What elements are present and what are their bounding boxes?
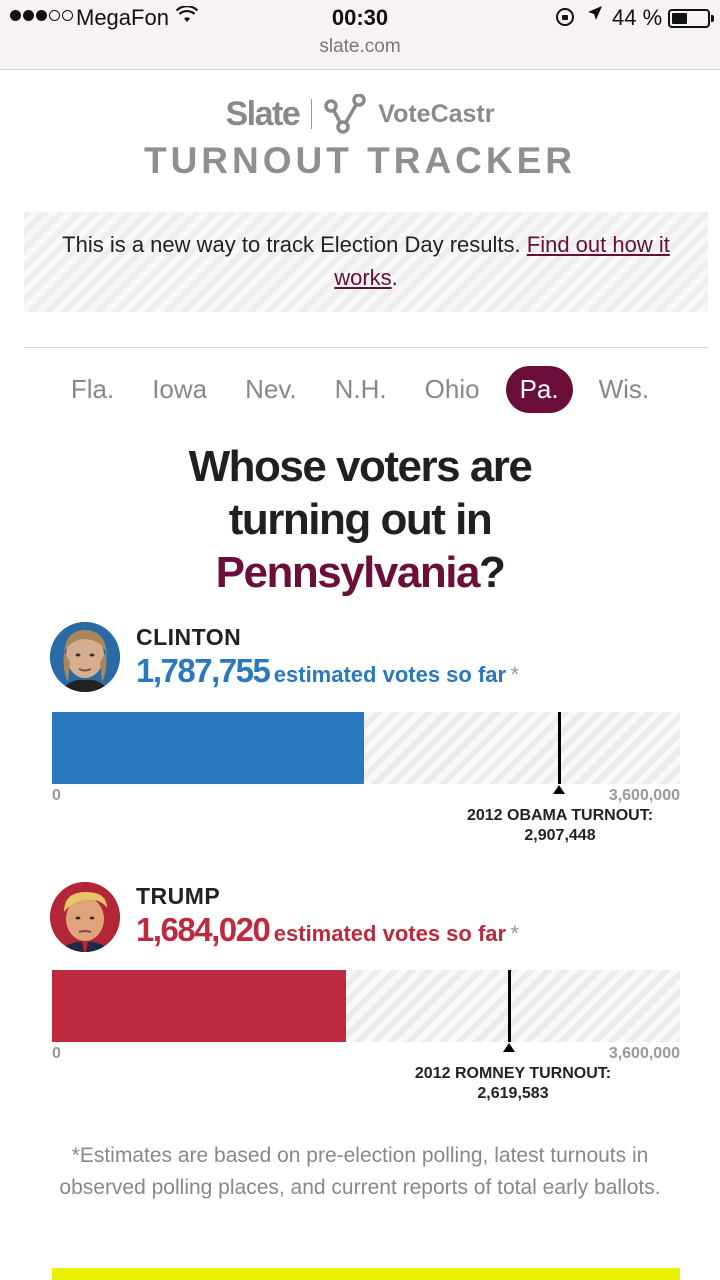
address-bar[interactable]: slate.com — [319, 36, 401, 57]
battery-icon — [668, 9, 710, 28]
headline-line-2: turning out in — [228, 495, 492, 544]
tab-pennsylvania[interactable]: Pa. — [506, 366, 573, 413]
info-period: . — [391, 265, 398, 290]
clinton-bar-track — [52, 712, 680, 784]
clinton-axis-max: 3,600,000 — [608, 787, 680, 804]
romney-2012-marker — [508, 970, 511, 1042]
tab-new-hampshire[interactable]: N.H. — [334, 374, 387, 404]
romney-2012-marker-arrow — [503, 1043, 515, 1052]
trump-name: TRUMP — [136, 883, 221, 909]
clinton-votes-label: estimated votes so far — [273, 662, 507, 687]
headline — [0, 440, 720, 599]
trump-bar-fill — [52, 970, 346, 1042]
tab-iowa[interactable]: Iowa — [152, 374, 208, 404]
obama-turnout-caption: 2012 OBAMA TURNOUT: — [466, 807, 654, 824]
brand-logo — [0, 92, 720, 136]
how-it-works-link[interactable]: Find out how it works — [334, 232, 670, 290]
trump-votes-label: estimated votes so far — [273, 921, 507, 946]
section-divider — [24, 347, 708, 348]
obama-2012-marker — [558, 712, 561, 784]
clinton-axis-min: 0 — [52, 787, 61, 804]
battery-percentage: 44 % — [612, 5, 663, 30]
clinton-avatar — [50, 622, 120, 692]
tab-ohio[interactable]: Ohio — [424, 374, 480, 404]
status-bar — [0, 0, 720, 36]
tab-wisconsin[interactable]: Wis. — [598, 374, 650, 404]
obama-turnout-value: 2,907,448 — [524, 827, 596, 844]
headline-line-1: Whose voters are — [188, 442, 532, 491]
trump-axis-min: 0 — [52, 1045, 61, 1062]
brand-divider — [311, 99, 312, 129]
clinton-votes-line — [136, 652, 519, 690]
romney-2012-turnout-label — [388, 1064, 638, 1104]
state-tabs — [0, 366, 720, 413]
votecastr-logo-icon — [324, 94, 366, 134]
info-text: This is a new way to track Election Day results. — [62, 232, 521, 257]
tab-florida[interactable]: Fla. — [70, 374, 115, 404]
romney-turnout-caption: 2012 ROMNEY TURNOUT: — [414, 1065, 612, 1082]
headline-state: Pennsylvania — [215, 548, 479, 597]
votecastr-wordmark: VoteCastr — [378, 99, 495, 128]
location-arrow-icon — [586, 4, 604, 28]
clinton-footnote-mark: * — [510, 662, 520, 687]
yellow-banner-edge — [52, 1268, 680, 1280]
info-banner — [24, 212, 708, 312]
trump-avatar — [50, 882, 120, 952]
trump-footnote-mark: * — [510, 921, 520, 946]
trump-bar-track — [52, 970, 680, 1042]
headline-question-mark: ? — [478, 548, 505, 597]
rotation-lock-icon — [556, 8, 574, 26]
trump-votes-count: 1,684,020 — [136, 911, 270, 948]
trump-axis-max: 3,600,000 — [608, 1045, 680, 1062]
obama-2012-marker-arrow — [553, 785, 565, 794]
carrier-name: MegaFon — [76, 5, 169, 30]
clinton-name: CLINTON — [136, 624, 242, 650]
clinton-votes-count: 1,787,755 — [136, 652, 270, 689]
page-title: TURNOUT TRACKER — [143, 140, 577, 181]
trump-votes-line — [136, 911, 519, 949]
tab-nevada[interactable]: Nev. — [245, 374, 297, 404]
romney-turnout-value: 2,619,583 — [477, 1085, 549, 1102]
footnote: *Estimates are based on pre-election polling, latest turnouts in observed polling places, and current reports of total early ballots. — [59, 1144, 661, 1199]
obama-2012-turnout-label — [440, 806, 680, 846]
clinton-bar-fill — [52, 712, 364, 784]
status-time: 00:30 — [331, 5, 389, 30]
slate-logo: Slate — [225, 94, 300, 133]
browser-top-bar — [0, 0, 720, 70]
